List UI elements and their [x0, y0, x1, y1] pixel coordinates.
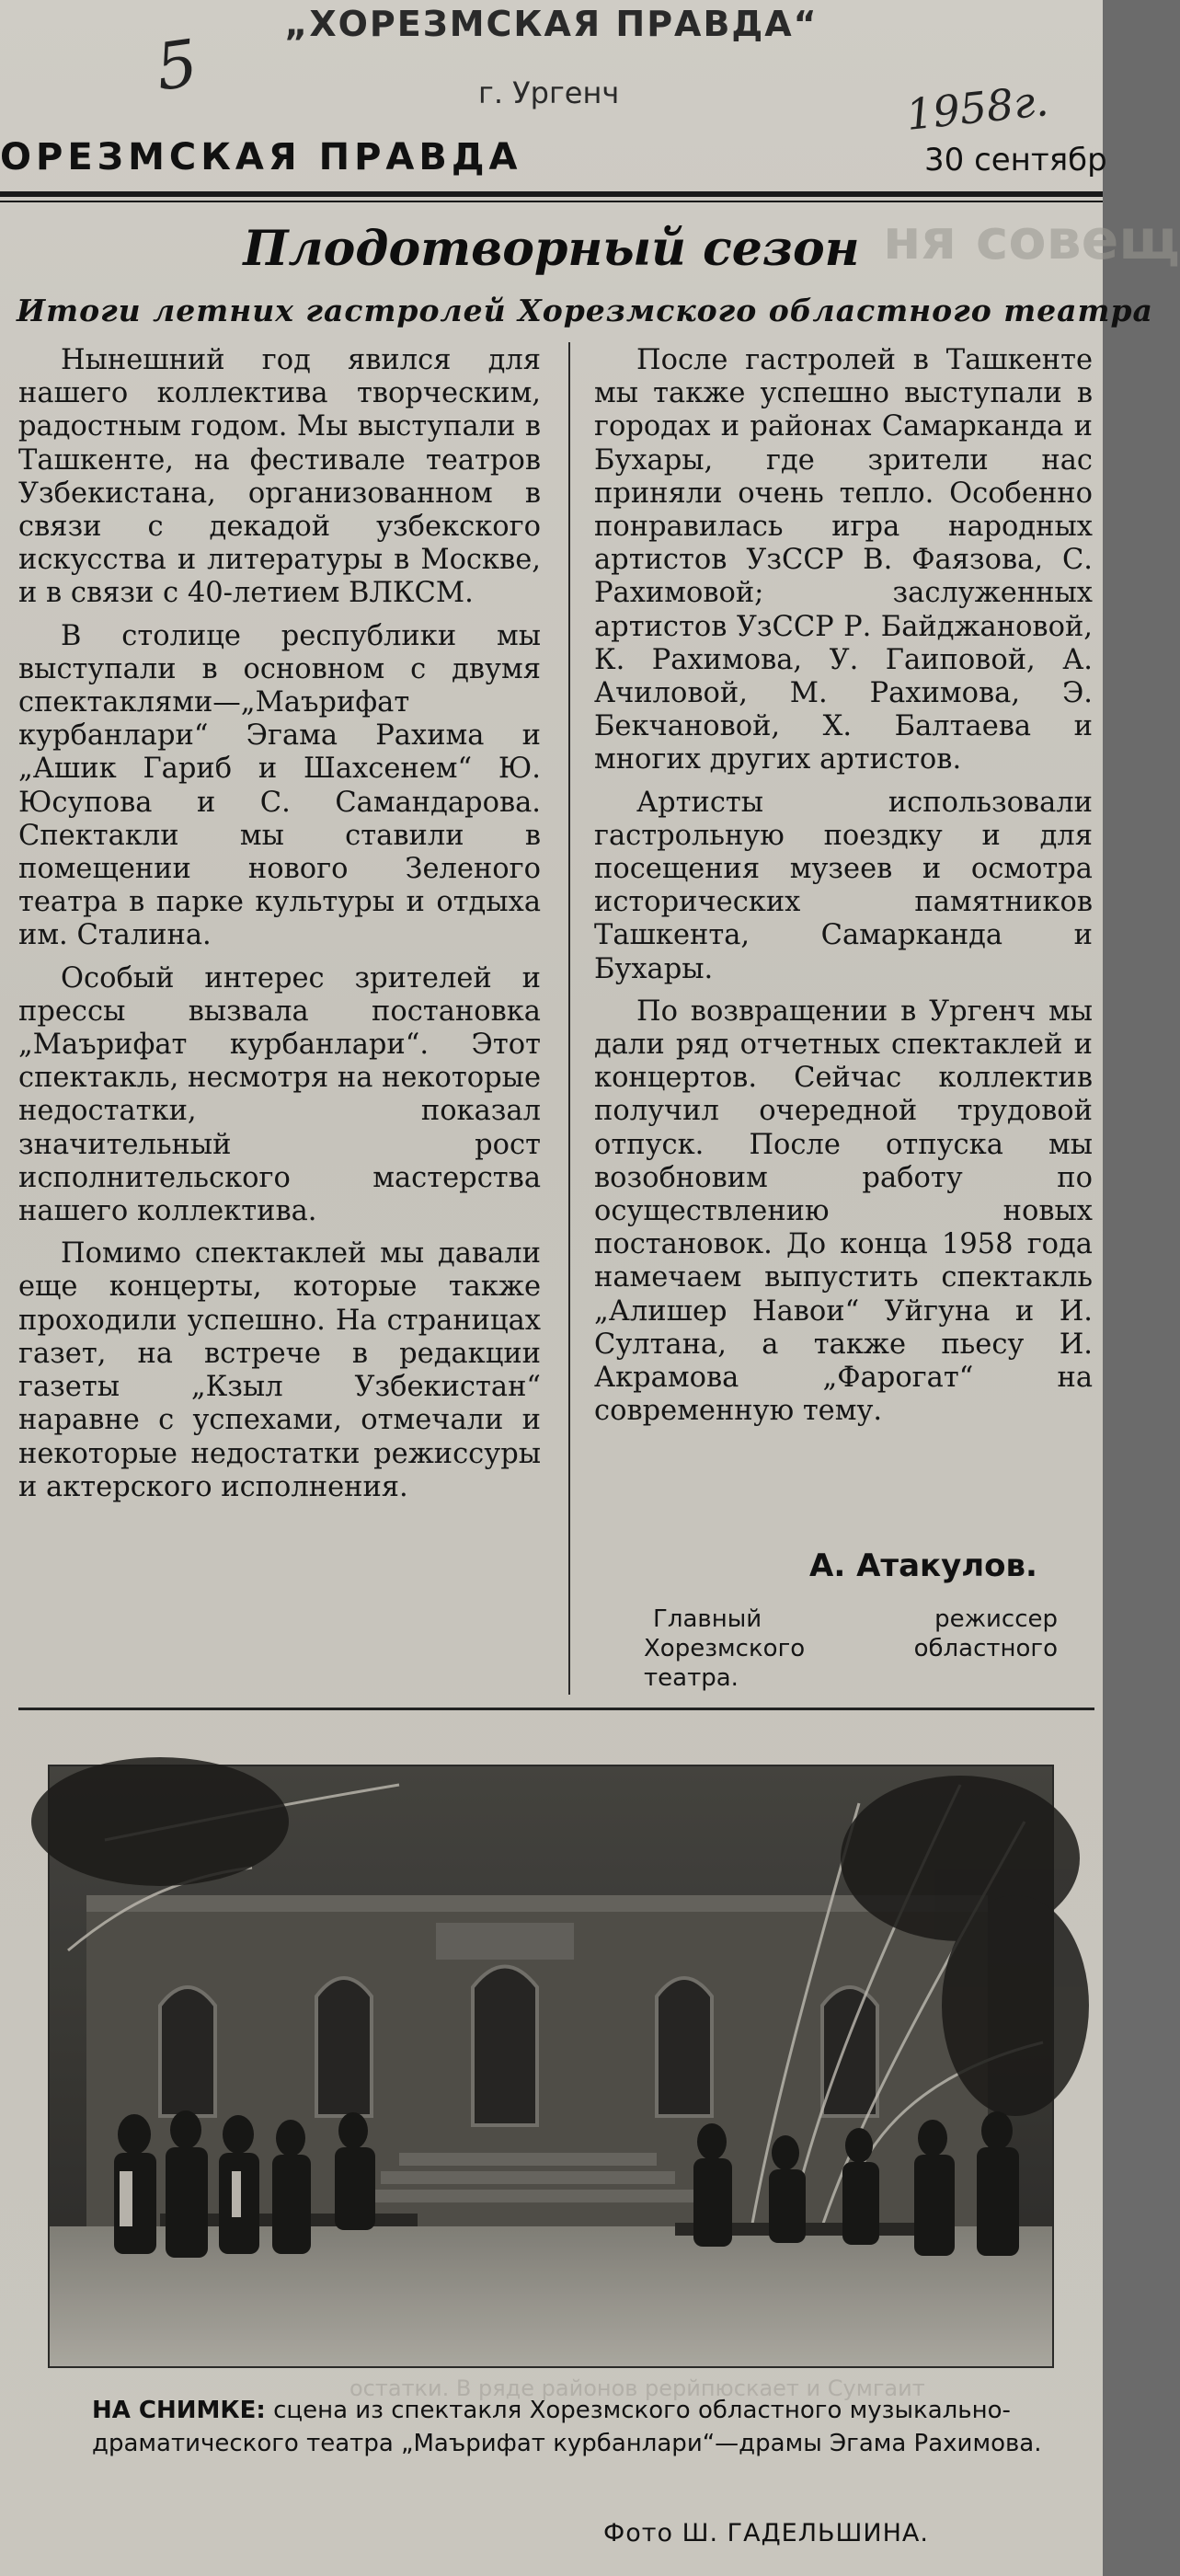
paragraph: Особый интерес зрителей и прессы вызвала постановка „Маърифат курбанлари“. Этот спектакль, несмотря на некоторые недостатки, показал значительный рост исполнительского мастерства нашего коллектива.: [18, 961, 541, 1228]
paragraph: Нынешний год явился для нашего коллектива творческим, радостным годом. Мы выступали в Ташкенте, на фестивале театров Узбекистана, организованном в связи с декадой узбекского искусства и литературы в Москве, и в связи с 40-летием ВЛКСМ.: [18, 344, 541, 610]
column-divider: [568, 342, 570, 1695]
article-column-right: [594, 344, 1093, 1429]
handwritten-year: 1958г.: [903, 75, 1051, 140]
bleed-through-text-bottom: остатки. В ряде районов рерйпюскает и Сумгаит: [349, 2375, 925, 2401]
paragraph: По возвращении в Ургенч мы дали ряд отчетных спектаклей и концертов. Сейчас коллектив получил очередной трудовой отпуск. После отпуска мы возобновим работу по осуществлению новых постановок. До конца 1958 года намечаем выпустить спектакль „Алишер Навои“ Уйгуна и И. Султана, а также пьесу И. Акрамова „Фарогат“ на современную тему.: [594, 995, 1093, 1428]
paragraph: Артисты использовали гастрольную поездку и для посещения музеев и осмотра исторических памятников Ташкента, Самарканда и Бухары.: [594, 786, 1093, 985]
photo-credit: Фото Ш. ГАДЕЛЬШИНА.: [603, 2519, 929, 2547]
article-headline: Плодотворный сезон: [243, 221, 860, 277]
stage-photo-image: [50, 1766, 1052, 2366]
paragraph: Помимо спектаклей мы давали еще концерты, которые также проходили успешно. На страницах газет, на встрече в редакции газеты „Кзыл Узбекистан“ наравне с успехами, отмечали и некоторые недостатки режиссуры и актерского исполнения.: [18, 1237, 541, 1503]
masthead-rule: [0, 191, 1103, 197]
issue-date: 30 сентябр: [924, 142, 1107, 178]
author-role: Главный режиссер Хорезмского областного театра.: [644, 1605, 1058, 1692]
article-column-left: [18, 344, 541, 1504]
caption-text: сцена из спектакля Хорезмского областного музыкально-драматического театра „Маърифат курбанлари“—драмы Эгама Рахимова.: [92, 2397, 1042, 2457]
newspaper-name: ОРЕЗМСКАЯ ПРАВДА: [0, 136, 522, 178]
caption-lead: НА СНИМКЕ:: [92, 2397, 266, 2424]
paragraph: После гастролей в Ташкенте мы также успешно выступали в городах и районах Самарканда и Бухары, где зрители нас приняли очень тепло. Особенно понравилась игра народных артистов УзССР В. Фаязова, С. Рахимовой; заслуженных артистов УзССР Р. Байджановой, К. Рахимова, У. Гаиповой, А. Ачиловой, М. Рахимова, Э. Бекчановой, Х. Балтаева и многих других артистов.: [594, 344, 1093, 776]
stage-photo: [48, 1765, 1054, 2368]
article-subheadline: Итоги летних гастролей Хорезмского областного театра: [17, 293, 1153, 328]
handwritten-number: 5: [151, 25, 203, 106]
clipping-city: г. Ургенч: [478, 75, 620, 110]
paragraph: В столице республики мы выступали в основном с двумя спектаклями—„Маърифат курбанлари“ Эгама Рахима и „Ашик Гариб и Шахсенем“ Ю. Юсупова и С. Самандарова. Спектакли мы ставили в помещении нового Зеленого театра в парке культуры и отдыха им. Сталина.: [18, 619, 541, 952]
section-rule: [18, 1708, 1094, 1710]
masthead-rule-thin: [0, 201, 1103, 202]
clipping-source-label: „ХОРЕЗМСКАЯ ПРАВДА“: [284, 4, 819, 44]
bleed-through-text-top: ня совещ: [883, 208, 1180, 272]
photo-caption: [92, 2394, 1081, 2460]
author-signature: А. Атакулов.: [809, 1547, 1037, 1584]
